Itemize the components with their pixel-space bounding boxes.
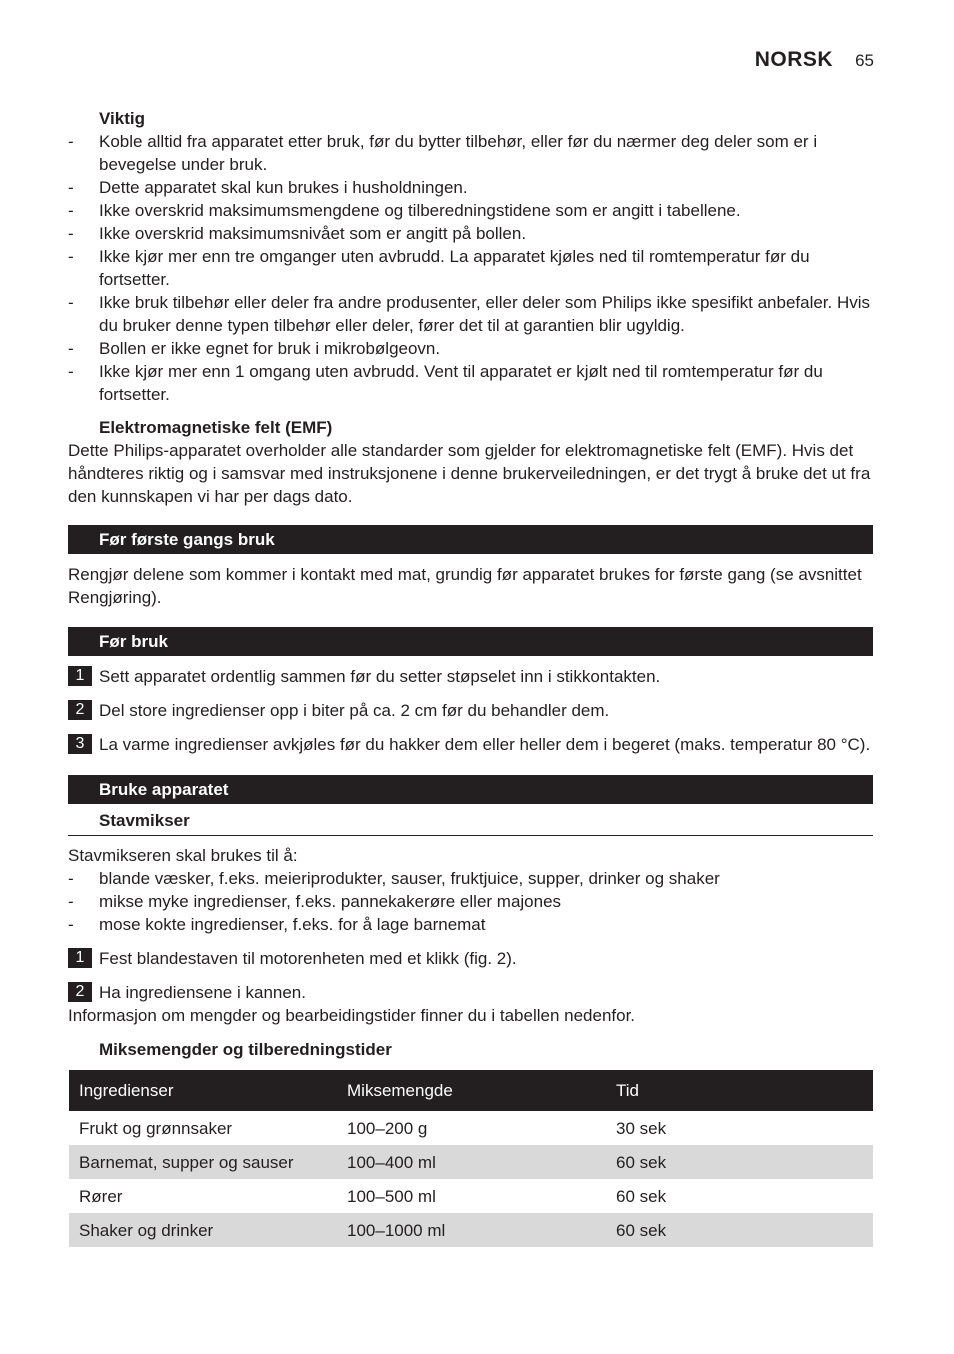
- table-cell: 100–1000 ml: [337, 1213, 606, 1247]
- table-cell: 100–200 g: [347, 1118, 428, 1138]
- sub-heading-stavmikser: Stavmikser: [68, 809, 873, 836]
- list-item: - Ikke kjør mer enn tre omganger uten avbrudd. La apparatet kjøles ned til romtemperatur før du fortsetter.: [68, 245, 873, 291]
- using-intro: Stavmikseren skal brukes til å:: [68, 846, 298, 865]
- step-item: [68, 699, 873, 722]
- first-use-text: Rengjør delene som kommer i kontakt med mat, grundig før apparatet brukes for første gang (se avsnittet Rengjøring).: [68, 565, 862, 607]
- list-item: - Koble alltid fra apparatet etter bruk, før du bytter tilbehør, eller før du nærmer deg deler som er i bevegelse under bruk.: [68, 130, 873, 176]
- step-number: 2: [68, 700, 92, 720]
- step-number: 1: [68, 666, 92, 686]
- list-item: - blande væsker, f.eks. meieriprodukter, sauser, fruktjuice, supper, drinker og shaker: [68, 867, 873, 890]
- info-text: Informasjon om mengder og bearbeidingstider finner du i tabellen nedenfor.: [68, 1006, 636, 1025]
- table-cell: Rører: [79, 1186, 123, 1206]
- emf-heading: Elektromagnetiske felt (EMF): [99, 418, 333, 437]
- step-text: Del store ingredienser opp i biter på ca. 2 cm før du behandler dem.: [99, 701, 610, 720]
- table-heading: Miksemengder og tilberedningstider: [99, 1040, 392, 1059]
- table-cell: 100–500 ml: [347, 1186, 436, 1206]
- step-item: [68, 981, 873, 1004]
- step-text: Sett apparatet ordentlig sammen før du setter støpselet inn i stikkontakten.: [99, 667, 661, 686]
- section-bar-first-use: Før første gangs bruk: [68, 525, 873, 554]
- list-item: - mikse myke ingredienser, f.eks. pannekakerøre eller majones: [68, 890, 873, 913]
- table-row: [69, 1145, 873, 1179]
- table-cell: Barnemat, supper og sauser: [69, 1145, 337, 1179]
- list-item: - Ikke overskrid maksimumsmengdene og tilberedningstidene som er angitt i tabellene.: [68, 199, 873, 222]
- table-cell: Shaker og drinker: [69, 1213, 337, 1247]
- step-item: [68, 665, 873, 688]
- column-header: Miksemengde: [337, 1070, 606, 1111]
- list-item: - Ikke bruk tilbehør eller deler fra andre produsenter, eller deler som Philips ikke spesifikt anbefaler. Hvis du bruker denne typen tilbehør eller deler, fører det til at garantien blir ugyldig.: [68, 291, 873, 337]
- column-header: Tid: [606, 1070, 873, 1111]
- page-header: [755, 48, 874, 74]
- step-item: [68, 733, 873, 756]
- column-header: Ingredienser: [69, 1070, 337, 1111]
- table-row: [69, 1179, 873, 1213]
- table-cell: Frukt og grønnsaker: [79, 1118, 233, 1138]
- list-item: - Ikke kjør mer enn 1 omgang uten avbrudd. Vent til apparatet er kjølt ned til romtemperatur før du fortsetter.: [68, 360, 873, 406]
- list-item: - Ikke overskrid maksimumsnivået som er angitt på bollen.: [68, 222, 873, 245]
- step-text: La varme ingredienser avkjøles før du hakker dem eller heller dem i begeret (maks. temperatur 80 °C).: [99, 735, 871, 754]
- important-list: [68, 130, 873, 406]
- table-cell: 60 sek: [616, 1186, 667, 1206]
- list-item: - Bollen er ikke egnet for bruk i mikrobølgeovn.: [68, 337, 873, 360]
- table-header-row: [69, 1070, 873, 1111]
- step-text: Fest blandestaven til motorenheten med et klikk (fig. 2).: [99, 949, 517, 968]
- list-item: - mose kokte ingredienser, f.eks. for å lage barnemat: [68, 913, 873, 936]
- mix-table: [69, 1070, 873, 1247]
- step-text: Ha ingrediensene i kannen.: [99, 983, 306, 1002]
- list-item: - Dette apparatet skal kun brukes i husholdningen.: [68, 176, 873, 199]
- table-cell: 100–400 ml: [337, 1145, 606, 1179]
- step-number: 2: [68, 982, 92, 1002]
- step-number: 3: [68, 734, 92, 754]
- table-row: [69, 1111, 873, 1145]
- table-cell: 60 sek: [606, 1213, 873, 1247]
- step-number: 1: [68, 948, 92, 968]
- language-label: NORSK: [754, 48, 834, 71]
- section-bar-using: Bruke apparatet: [68, 775, 873, 804]
- table-row: [69, 1213, 873, 1247]
- table-cell: 30 sek: [616, 1118, 667, 1138]
- page-content: [68, 107, 873, 1247]
- emf-text: Dette Philips-apparatet overholder alle standarder som gjelder for elektromagnetiske felt (EMF). Hvis det håndteres riktig og i samsvar med instruksjonene i denne brukerveiledningen, er det trygt å bruke det ut fra den kunnskapen vi har per dags dato.: [68, 441, 871, 506]
- table-cell: 60 sek: [606, 1145, 873, 1179]
- page-number: 65: [855, 51, 874, 70]
- section-bar-before-use: Før bruk: [68, 627, 873, 656]
- step-item: [68, 947, 873, 970]
- uses-list: [68, 867, 873, 936]
- important-heading: Viktig: [99, 109, 145, 128]
